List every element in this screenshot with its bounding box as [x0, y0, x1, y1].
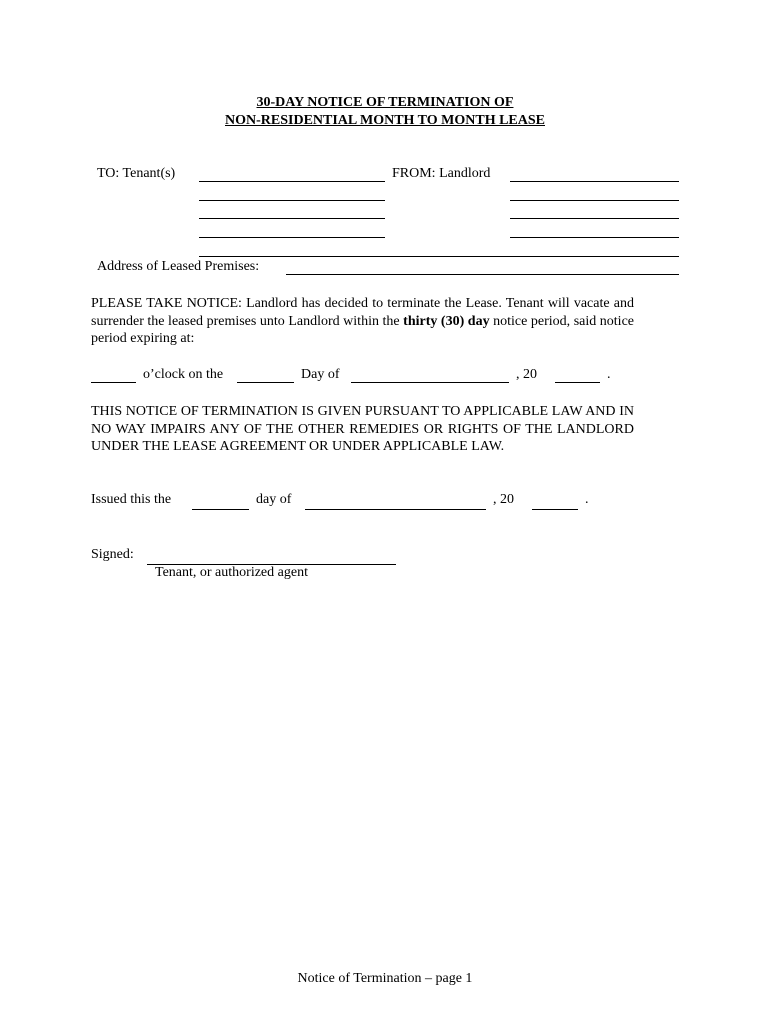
- issued-day-blank[interactable]: [192, 509, 249, 510]
- expiry-hour-blank[interactable]: [91, 382, 136, 383]
- issued-year-prefix: , 20: [493, 492, 514, 507]
- legal-notice-paragraph: THIS NOTICE OF TERMINATION IS GIVEN PURSUANT TO APPLICABLE LAW AND IN NO WAY IMPAIRS ANY OF THE OTHER REMEDIES OR RIGHTS OF THE LANDLORD UNDER THE LEASE AGREEMENT OR UNDER APPLICABLE LAW.: [91, 404, 634, 455]
- expiry-month-blank[interactable]: [351, 382, 509, 383]
- landlord-name-line-2[interactable]: [510, 200, 679, 201]
- signed-label: Signed:: [91, 547, 134, 562]
- tenant-name-line-4[interactable]: [199, 237, 385, 238]
- issued-year-blank[interactable]: [532, 509, 578, 510]
- notice-text-part-2: notice period, said notice period expiring at:: [91, 313, 635, 347]
- landlord-name-line-1[interactable]: [510, 181, 679, 182]
- address-line-2[interactable]: [286, 274, 679, 275]
- document-title-line-2: NON-RESIDENTIAL MONTH TO MONTH LEASE: [225, 113, 545, 128]
- landlord-name-line-3[interactable]: [510, 218, 679, 219]
- notice-text-part-1: PLEASE TAKE NOTICE: Landlord has decided to terminate the Lease. Tenant will vacate and surrender the leased premises unto Landlord within the: [91, 296, 634, 329]
- expiry-year-blank[interactable]: [555, 382, 600, 383]
- notice-paragraph: [91, 295, 634, 348]
- day-of-label: Day of: [301, 367, 340, 382]
- expiry-year-prefix: , 20: [516, 367, 537, 382]
- from-landlord-label: FROM: Landlord: [392, 166, 491, 181]
- tenant-name-line-2[interactable]: [199, 200, 385, 201]
- issued-month-blank[interactable]: [305, 509, 486, 510]
- document-title-line-1: 30-DAY NOTICE OF TERMINATION OF: [256, 95, 514, 110]
- to-tenants-label: TO: Tenant(s): [97, 166, 176, 181]
- oclock-on-the-label: o’clock on the: [143, 367, 224, 382]
- tenant-name-line-3[interactable]: [199, 218, 385, 219]
- issued-period: .: [585, 492, 589, 507]
- address-of-leased-premises-label: Address of Leased Premises:: [97, 259, 260, 274]
- page-footer: Notice of Termination – page 1: [297, 971, 473, 986]
- tenant-name-line-1[interactable]: [199, 181, 385, 182]
- issued-day-of-label: day of: [256, 492, 292, 507]
- signature-caption: Tenant, or authorized agent: [155, 565, 308, 580]
- address-line-1[interactable]: [199, 256, 679, 257]
- expiry-day-blank[interactable]: [237, 382, 294, 383]
- notice-bold-period: thirty (30) day: [403, 313, 490, 329]
- landlord-name-line-4[interactable]: [510, 237, 679, 238]
- issued-this-the-label: Issued this the: [91, 492, 172, 507]
- expiry-period: .: [607, 367, 611, 382]
